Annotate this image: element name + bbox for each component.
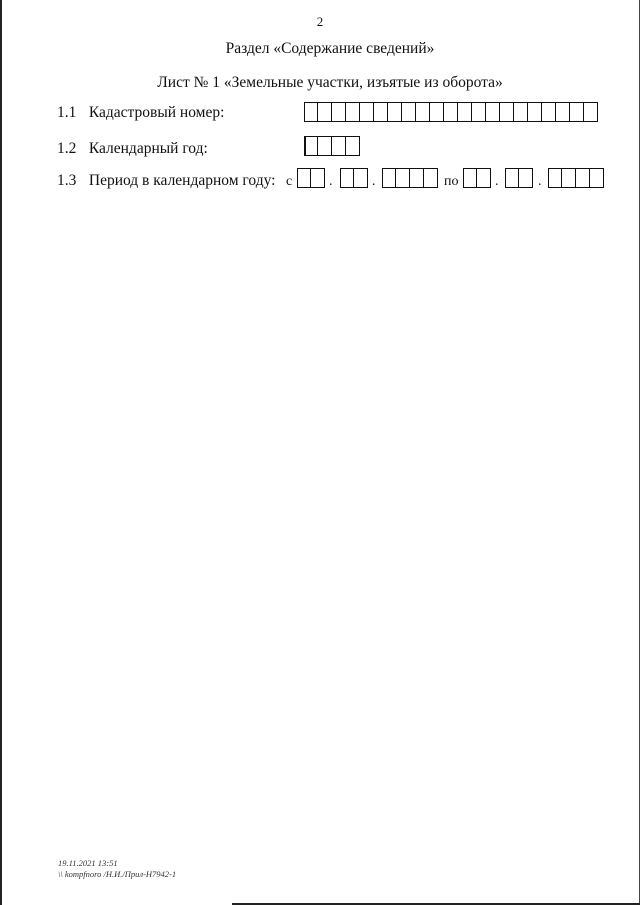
footer-timestamp: 19.11.2021 13:51 bbox=[58, 858, 118, 868]
page-number: 2 bbox=[316, 14, 324, 29]
field-number: 1.2 bbox=[57, 140, 77, 157]
input-cell[interactable] bbox=[584, 102, 598, 122]
input-cell[interactable] bbox=[346, 136, 360, 156]
input-cell[interactable] bbox=[590, 168, 604, 188]
input-cell[interactable] bbox=[382, 168, 396, 188]
date-separator: . bbox=[495, 174, 499, 189]
input-cell[interactable] bbox=[332, 136, 346, 156]
input-cell[interactable] bbox=[346, 102, 360, 122]
input-cell[interactable] bbox=[311, 168, 325, 188]
input-cell[interactable] bbox=[542, 102, 556, 122]
input-cell[interactable] bbox=[528, 102, 542, 122]
footer-document-code: \\ kompfnoro /Н.И./Прил-Н7942-1 bbox=[58, 869, 177, 879]
input-cell[interactable] bbox=[463, 168, 477, 188]
period-to-month-cells[interactable] bbox=[505, 168, 533, 188]
input-cell[interactable] bbox=[500, 102, 514, 122]
input-cell[interactable] bbox=[318, 102, 332, 122]
period-to-day-cells[interactable] bbox=[463, 168, 491, 188]
period-from-month-cells[interactable] bbox=[340, 168, 368, 188]
input-cell[interactable] bbox=[304, 102, 318, 122]
period-from-year-cells[interactable] bbox=[382, 168, 438, 188]
input-cell[interactable] bbox=[576, 168, 590, 188]
input-cell[interactable] bbox=[548, 168, 562, 188]
field-label: Кадастровый номер: bbox=[88, 104, 225, 121]
input-cell[interactable] bbox=[424, 168, 438, 188]
field-cadastral-number bbox=[57, 104, 224, 122]
input-cell[interactable] bbox=[472, 102, 486, 122]
input-cell[interactable] bbox=[505, 168, 519, 188]
input-cell[interactable] bbox=[297, 168, 311, 188]
input-cell[interactable] bbox=[486, 102, 500, 122]
field-calendar-year bbox=[57, 140, 208, 158]
field-number: 1.3 bbox=[57, 172, 77, 189]
date-separator: . bbox=[329, 174, 333, 189]
input-cell[interactable] bbox=[360, 102, 374, 122]
date-separator: . bbox=[372, 174, 376, 189]
input-cell[interactable] bbox=[340, 168, 354, 188]
input-cell[interactable] bbox=[514, 102, 528, 122]
period-to-label: по bbox=[444, 174, 459, 189]
input-cell[interactable] bbox=[570, 102, 584, 122]
field-label: Календарный год: bbox=[88, 140, 208, 157]
input-cell[interactable] bbox=[304, 136, 318, 156]
input-cell[interactable] bbox=[562, 168, 576, 188]
scan-edge-left bbox=[0, 0, 2, 905]
input-cell[interactable] bbox=[410, 168, 424, 188]
field-period bbox=[57, 172, 275, 190]
field-number: 1.1 bbox=[57, 104, 77, 121]
period-from-label: с bbox=[286, 174, 293, 189]
input-cell[interactable] bbox=[556, 102, 570, 122]
input-cell[interactable] bbox=[416, 102, 430, 122]
calendar-year-cells[interactable] bbox=[304, 136, 360, 156]
input-cell[interactable] bbox=[332, 102, 346, 122]
input-cell[interactable] bbox=[388, 102, 402, 122]
input-cell[interactable] bbox=[444, 102, 458, 122]
input-cell[interactable] bbox=[374, 102, 388, 122]
input-cell[interactable] bbox=[318, 136, 332, 156]
cadastral-number-cells[interactable] bbox=[304, 102, 598, 122]
period-from-day-cells[interactable] bbox=[297, 168, 325, 188]
input-cell[interactable] bbox=[354, 168, 368, 188]
field-label: Период в календарном году: bbox=[88, 172, 276, 189]
input-cell[interactable] bbox=[519, 168, 533, 188]
section-title: Раздел «Содержание сведений» bbox=[225, 40, 435, 57]
sheet-title: Лист № 1 «Земельные участки, изъятые из оборота» bbox=[157, 74, 503, 91]
period-to-year-cells[interactable] bbox=[548, 168, 604, 188]
date-separator: . bbox=[538, 174, 542, 189]
input-cell[interactable] bbox=[430, 102, 444, 122]
input-cell[interactable] bbox=[396, 168, 410, 188]
input-cell[interactable] bbox=[402, 102, 416, 122]
input-cell[interactable] bbox=[477, 168, 491, 188]
input-cell[interactable] bbox=[458, 102, 472, 122]
